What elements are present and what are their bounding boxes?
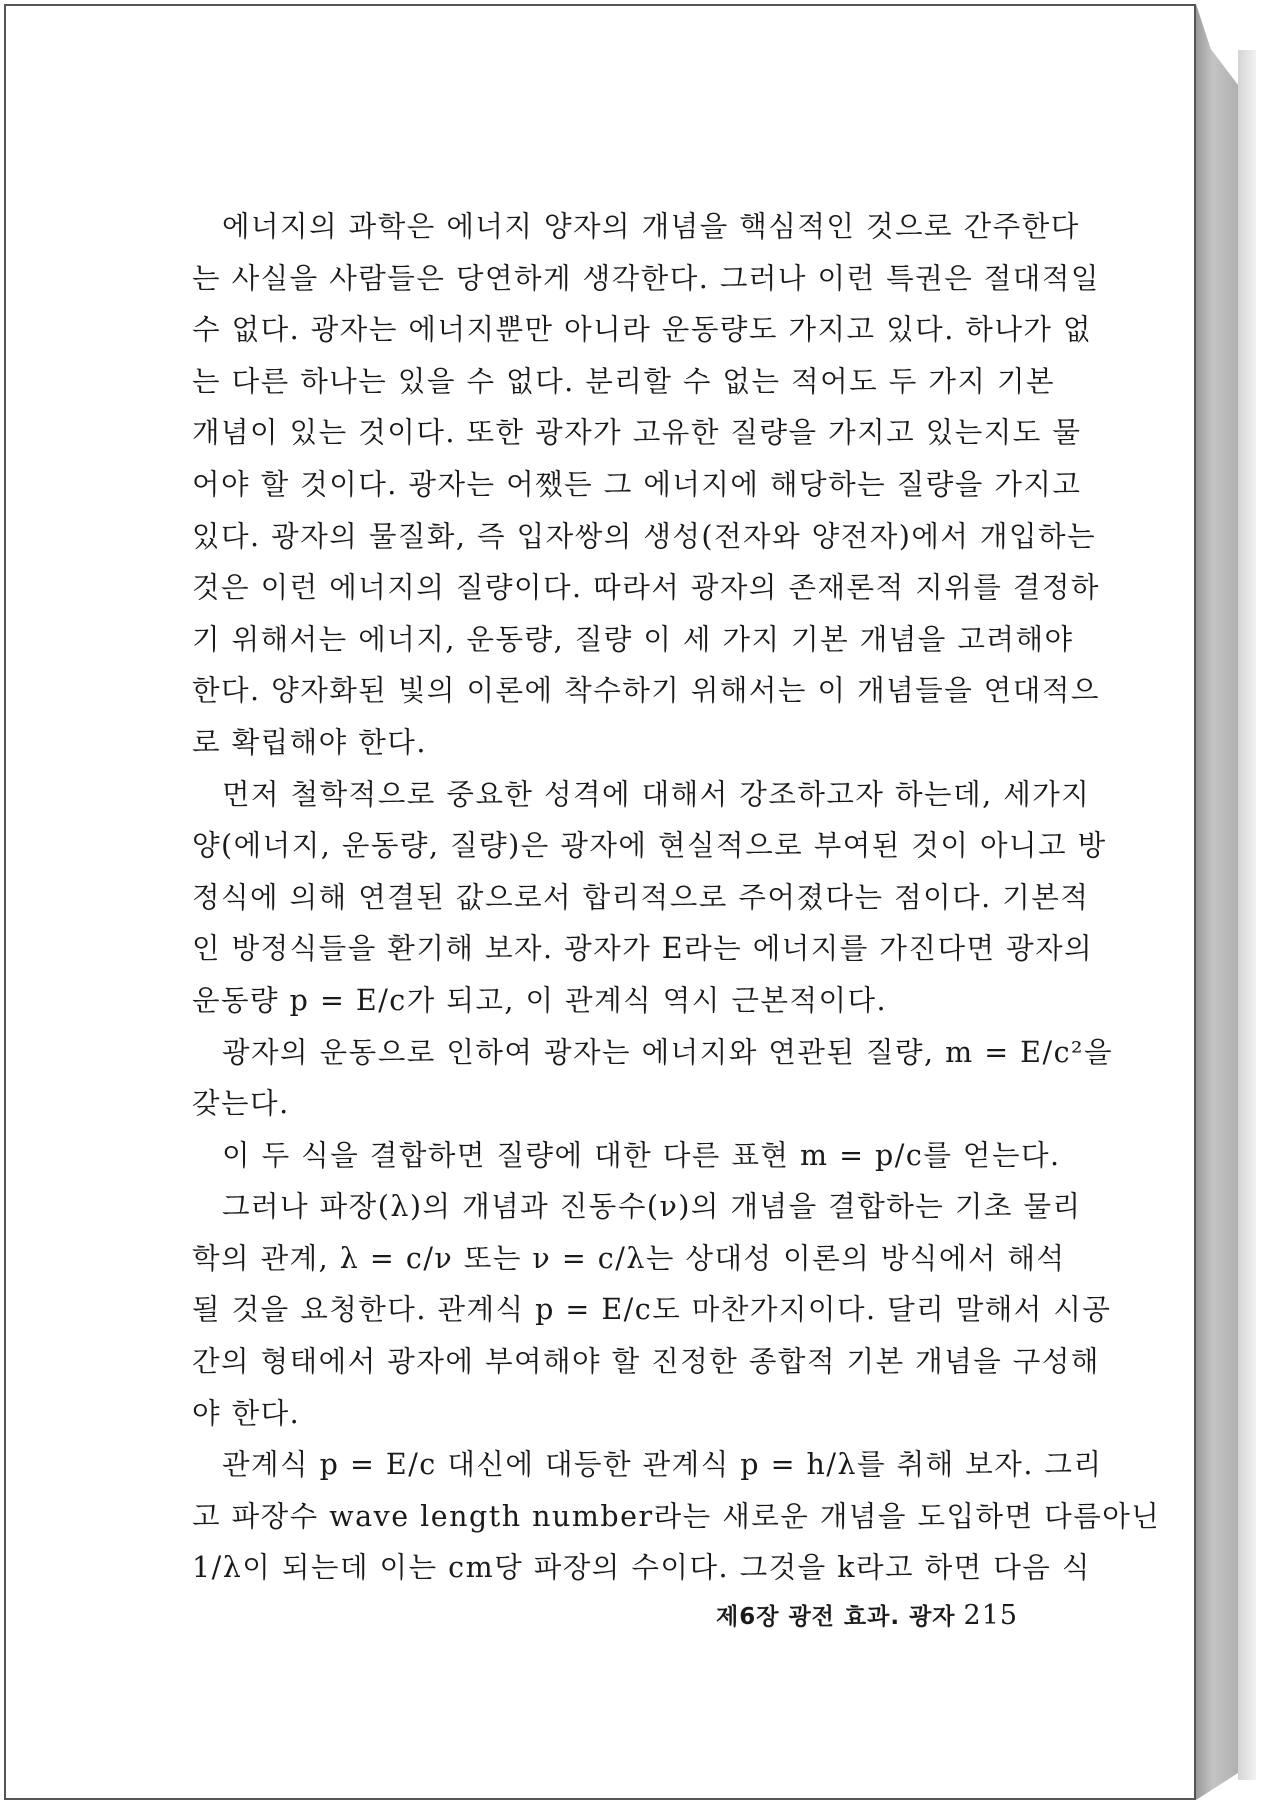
text-line: 1/λ이 되는데 이는 cm당 파장의 수이다. 그것을 k라고 하면 다음 식 [192, 1551, 1091, 1585]
paragraph [192, 1439, 1161, 1594]
text-line: 고 파장수 wave length number라는 새로운 개념을 도입하면 다름아닌 [192, 1499, 1161, 1533]
text-line: 기 위해서는 에너지, 운동량, 질량 이 세 가지 기본 개념을 고려해야 [192, 622, 1074, 656]
text-line: 있다. 광자의 물질화, 즉 입자쌍의 생성(전자와 양전자)에서 개입하는 [192, 519, 1097, 553]
page-footer [716, 1598, 1018, 1631]
book-shadow [1238, 50, 1256, 1780]
book-page-edges [1196, 4, 1238, 1800]
text-line: 간의 형태에서 광자에 부여해야 할 진정한 종합적 기본 개념을 구성해 [192, 1345, 1100, 1379]
text-line: 운동량 p = E/c가 되고, 이 관계식 역시 근본적이다. [192, 983, 888, 1017]
text-line: 로 확립해야 한다. [192, 725, 427, 759]
text-line: 야 한다. [192, 1396, 301, 1430]
text-line: 광자의 운동으로 인하여 광자는 에너지와 연관된 질량, m = E/c²을 [222, 1035, 1114, 1069]
text-line: 한다. 양자화된 빛의 이론에 착수하기 위해서는 이 개념들을 연대적으 [192, 674, 1100, 708]
text-line: 개념이 있는 것이다. 또한 광자가 고유한 질량을 가지고 있는지도 물 [192, 416, 1082, 450]
text-line: 것은 이런 에너지의 질량이다. 따라서 광자의 존재론적 지위를 결정하 [192, 571, 1100, 605]
paragraph [192, 201, 1100, 769]
text-line: 인 방정식들을 환기해 보자. 광자가 E라는 에너지를 가진다면 광자의 [192, 932, 1094, 966]
body-text [192, 201, 1161, 1594]
text-line: 될 것을 요청한다. 관계식 p = E/c도 마찬가지이다. 달리 말해서 시공 [192, 1293, 1112, 1327]
paragraph [192, 1130, 1061, 1182]
text-line: 학의 관계, λ = c/ν 또는 ν = c/λ는 상대성 이론의 방식에서 해석 [192, 1241, 1066, 1275]
text-line: 그러나 파장(λ)의 개념과 진동수(ν)의 개념을 결합하는 기초 물리 [222, 1190, 1082, 1224]
text-line: 갖는다. [192, 1087, 290, 1121]
running-header-chapter: 제6장 광전 효과. 광자 [716, 1604, 956, 1630]
text-line: 먼저 철학적으로 중요한 성격에 대해서 강조하고자 하는데, 세가지 [222, 777, 1091, 811]
page-number: 215 [963, 1600, 1019, 1631]
paragraph [192, 1027, 1114, 1130]
paragraph [192, 769, 1107, 1027]
text-line: 이 두 식을 결합하면 질량에 대한 다른 표현 m = p/c를 얻는다. [222, 1138, 1061, 1172]
text-line: 관계식 p = E/c 대신에 대등한 관계식 p = h/λ를 취해 보자. 그리 [222, 1448, 1103, 1482]
paragraph [192, 1181, 1112, 1439]
text-line: 어야 할 것이다. 광자는 어쨌든 그 에너지에 해당하는 질량을 가지고 [192, 467, 1082, 501]
text-line: 는 사실을 사람들은 당연하게 생각한다. 그러나 이런 특권은 절대적일 [192, 261, 1100, 295]
text-line: 는 다른 하나는 있을 수 없다. 분리할 수 없는 적어도 두 가지 기본 [192, 364, 1056, 398]
text-line: 수 없다. 광자는 에너지뿐만 아니라 운동량도 가지고 있다. 하나가 없 [192, 313, 1092, 347]
text-line: 정식에 의해 연결된 값으로서 합리적으로 주어졌다는 점이다. 기본적 [192, 880, 1090, 914]
text-line: 에너지의 과학은 에너지 양자의 개념을 핵심적인 것으로 간주한다 [222, 210, 1080, 243]
text-line: 양(에너지, 운동량, 질량)은 광자에 현실적으로 부여된 것이 아니고 방 [192, 829, 1107, 863]
book-page [4, 4, 1196, 1800]
